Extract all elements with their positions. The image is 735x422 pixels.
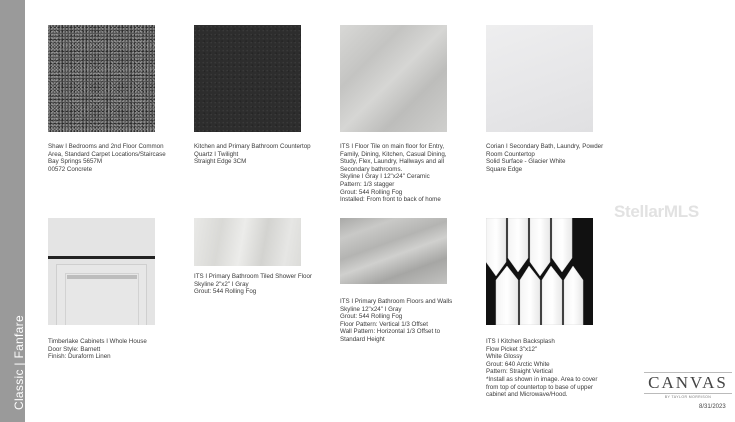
picket-tile-pattern xyxy=(486,218,593,325)
mls-watermark: StellarMLS xyxy=(614,202,699,221)
floor-tile-swatch xyxy=(340,25,447,132)
cabinet-top-edge xyxy=(48,256,155,259)
quartz-swatch xyxy=(194,25,301,132)
document-date: 8/31/2023 xyxy=(699,404,726,410)
backsplash-swatch xyxy=(486,218,593,325)
corian-caption: Corian I Secondary Bath, Laundry, Powder Room Countertop Solid Surface - Glacier White Square Edge xyxy=(486,143,604,173)
cabinet-door-panel xyxy=(56,264,147,325)
quartz-caption: Kitchen and Primary Bathroom Countertop Quartz I Twilight Straight Edge 3CM xyxy=(194,143,311,166)
collection-label: Classic | Fanfare xyxy=(12,315,26,410)
floor-tile-caption: ITS I Floor Tile on main floor for Entry, Family, Dining, Kitchen, Casual Dining, Study, Flex, Laundry, Hallways and all Secondary bathrooms. Skyline I Gray I 12"x24" Ceramic Pattern: 1/3 stagger Grout: 544 Rolling Fog Installed: From front to back of home xyxy=(340,143,447,204)
side-band xyxy=(0,0,25,422)
cabinet-caption: Timberlake Cabinets I Whole House Door Style: Barnett Finish: Duraform Linen xyxy=(48,338,147,361)
brand-name: CANVAS xyxy=(644,372,732,394)
brand-logo xyxy=(644,372,732,402)
backsplash-caption: ITS I Kitchen Backsplash Flow Picket 3"x12" White Glossy Grout: 640 Arctic White Pattern: Straight Vertical *Install as shown in image. Area to cover from top of countertop to base of upper cabinet and Microwave/Hood. xyxy=(486,338,598,399)
corian-swatch xyxy=(486,25,593,132)
cabinet-swatch xyxy=(48,218,155,325)
bath-floor-caption: ITS I Primary Bathroom Floors and Walls Skyline 12"x24" I Gray Grout: 544 Rolling Fog Floor Pattern: Vertical 1/3 Offset Wall Pattern: Horizontal 1/3 Offset to Standard Height xyxy=(340,298,453,343)
carpet-swatch xyxy=(48,25,155,132)
brand-subtitle: BY TAYLOR MORRISON xyxy=(664,395,712,399)
shower-floor-swatch xyxy=(194,218,301,266)
bath-floor-swatch xyxy=(340,218,447,284)
shower-floor-caption: ITS I Primary Bathroom Tiled Shower Floor Skyline 2"x2" I Gray Grout: 544 Rolling Fog xyxy=(194,273,312,296)
carpet-caption: Shaw I Bedrooms and 2nd Floor Common Area, Standard Carpet Locations/Staircase Bay Springs 5657M 00572 Concrete xyxy=(48,143,166,173)
